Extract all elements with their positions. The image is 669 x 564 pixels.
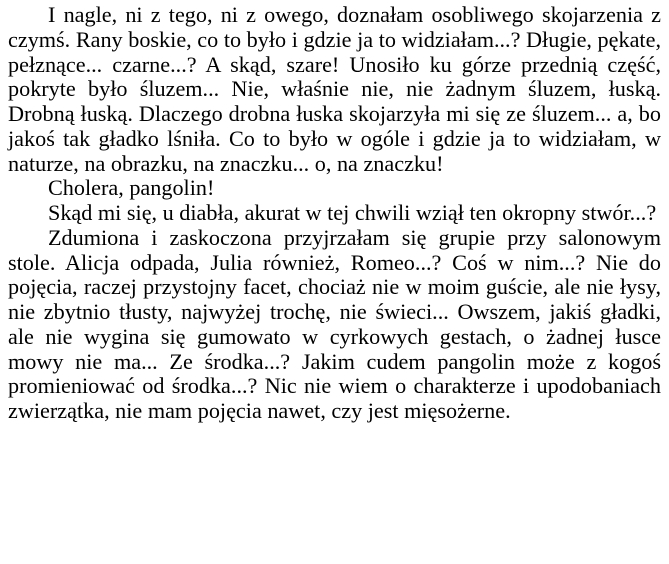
paragraph-2: Cholera, pangolin!: [48, 175, 215, 201]
paragraph-4: Zdumiona i zaskoczona przyjrzałam się grupie przy salonowym stole. Alicja odpada, Julia również, Romeo...? Coś w nim...? Nie do pojęcia, raczej przystojny facet, chociaż nie w moim guście, ale nie łysy, nie zbytnio tłusty, najwyżej trochę, nie świeci... Owszem, jakiś gładki, ale nie wygina się gumowato w cyrkowych gestach, o żadnej łusce mowy nie ma... Ze środka...? Jakim cudem pangolin może z kogoś promieniować od środka...? Nic nie wiem o charakterze i upodobaniach zwierzątka, nie mam pojęcia nawet, czy jest mięsożerne.: [8, 224, 661, 423]
paragraph-3: Skąd mi się, u diabła, akurat w tej chwili wziął ten okropny stwór...?: [48, 200, 657, 225]
paragraph-1: I nagle, ni z tego, ni z owego, doznałam osobliwego skojarzenia z czymś. Rany boskie, co to było i gdzie ja to widziałam...? Długie, pękate, pełznące... czarne...? A skąd, szare! Unosiło ku górze przednią część, pokryte było śluzem... Nie, właśnie nie, nie żadnym śluzem, łuską. Drobną łuską. Dlaczego drobna łuska skojarzyła mi się ze śluzem... a, bo jakoś tak gładko lśniła. Co to było w ogóle i gdzie ja to widziałam, w naturze, na obrazku, na znaczku... o, na znaczku!: [8, 2, 661, 176]
